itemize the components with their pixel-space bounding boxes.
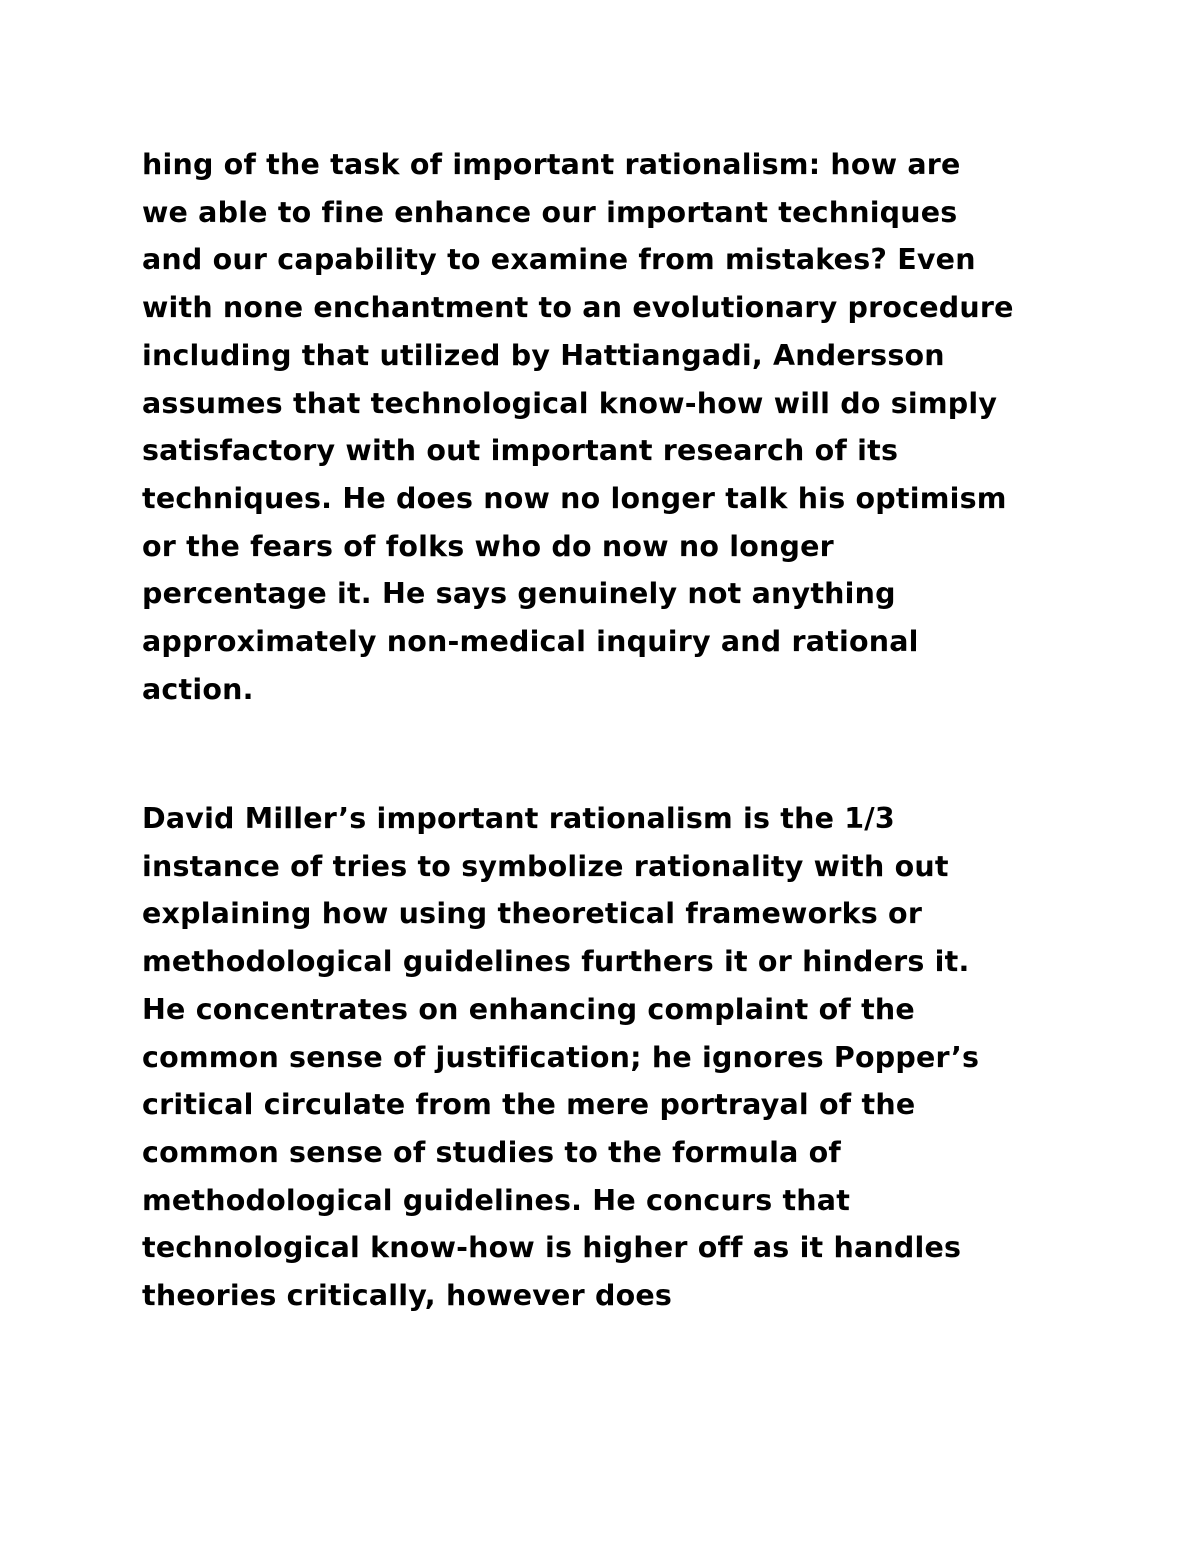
paragraph-line: technological know-how is higher off as it handles [142,1231,962,1265]
paragraph-line: action. [142,672,254,706]
paragraph-line: approximately non-medical inquiry and rational [142,625,919,659]
paragraph-line: methodological guidelines furthers it or hinders it. [142,945,970,979]
paragraph-line: common sense of justification; he ignores Popper’s [142,1040,980,1074]
paragraph-line: instance of tries to symbolize rationality with out [142,849,949,883]
paragraph-line: methodological guidelines. He concurs that [142,1183,851,1217]
paragraph-line: assumes that technological know-how will do simply [142,386,998,420]
paragraph-line: critical circulate from the mere portrayal of the [142,1088,916,1122]
paragraph-line: hing of the task of important rationalism: how are [142,148,961,181]
paragraph-1 [142,141,1082,713]
paragraph-line: percentage it. He says genuinely not anything [142,577,896,611]
paragraph-line: with none enchantment to an evolutionary procedure [142,291,1014,325]
paragraph-line: or the fears of folks who do now no longer [142,529,834,563]
paragraph-line: satisfactory with out important research of its [142,434,899,468]
paragraph-line: He concentrates on enhancing complaint of the [142,992,915,1026]
paragraph-line: theories critically, however does [142,1279,673,1313]
paragraph-line: and our capability to examine from mistakes? Even [142,243,976,277]
paragraph-line: common sense of studies to the formula of [142,1135,842,1169]
paragraph-2 [142,795,1082,1320]
paragraph-line: including that utilized by Hattiangadi, Andersson [142,338,945,372]
paragraph-line: David Miller’s important rationalism is the 1/3 [142,802,895,835]
paragraph-line: techniques. He does now no longer talk his optimism [142,481,1007,515]
paragraph-line: we able to fine enhance our important techniques [142,195,958,229]
paragraph-line: explaining how using theoretical frameworks or [142,897,923,931]
